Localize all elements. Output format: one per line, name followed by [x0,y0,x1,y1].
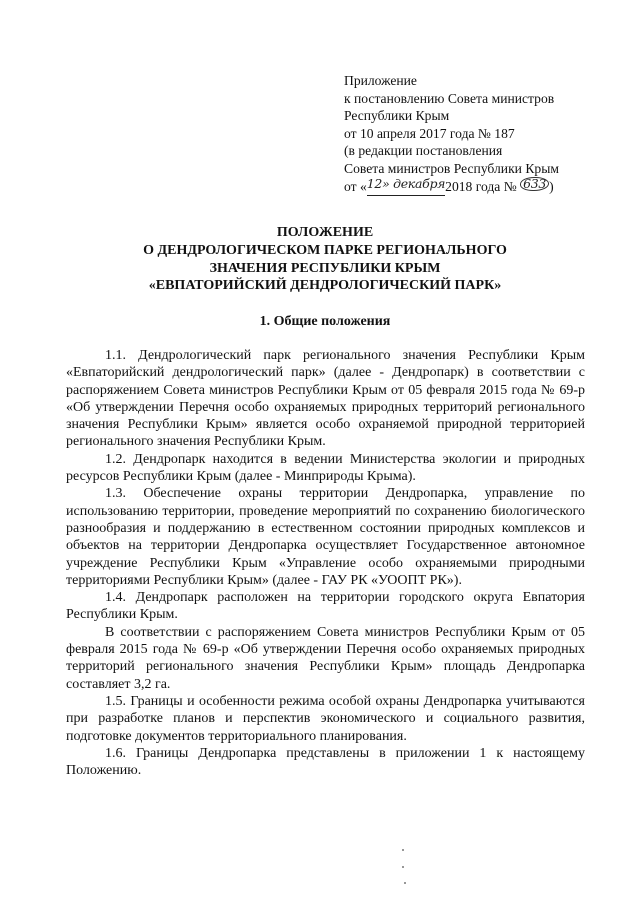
title-line: О ДЕНДРОЛОГИЧЕСКОМ ПАРКЕ РЕГИОНАЛЬНОГО [143,242,507,258]
date-prefix: от « [344,178,367,194]
scan-speck [404,882,406,884]
paragraph-1-5: 1.5. Границы и особенности режима особой охраны Дендропарка учитываются при разработке планов и перспектив экономического и социального развития, подготовке документов территориального планирования. [66,693,585,744]
document-body [66,347,585,779]
title-line: ЗНАЧЕНИЯ РЕСПУБЛИКИ КРЫМ [209,260,441,276]
appendix-line: к постановлению Совета министров [344,90,555,106]
title-line: «ЕВПАТОРИЙСКИЙ ДЕНДРОЛОГИЧЕСКИЙ ПАРК» [148,278,502,294]
appendix-date-line [344,175,614,197]
handwritten-number: 633 [520,177,549,191]
paragraph-1-1: 1.1. Дендрологический парк регионального значения Республики Крым «Евпаторийский дендрологический парк» (далее - Дендропарк) в соответствии с распоряжением Совета министров Республики Крым от 05 февраля 2015 года № 69-р «Об утверждении Перечня особо охраняемых природных территорий регионального значения Республики Крым» является особо охраняемой природной территорией регионального значения Республики Крым. [66,348,585,450]
closing-paren: ) [549,178,554,194]
appendix-line: (в редакции постановления [344,143,503,159]
section-title: 1. Общие положения [259,314,391,329]
paragraph-1-3: 1.3. Обеспечение охраны территории Дендропарка, управление по использованию территории, проведение мероприятий по сохранению биологического разнообразия и поддержанию в естественном состоянии природных комплексов и объектов на территории Дендропарка осуществляет Государственное автономное учреждение Республики Крым «Управление особо охраняемыми природными территориями Республики Крым» (далее - ГАУ РК «УООПТ РК»). [66,486,585,588]
date-blank [366,175,446,197]
paragraph-1-2: 1.2. Дендропарк находится в ведении Министерства экологии и природных ресурсов Республики Крым (далее - Минприроды Крыма). [66,451,585,485]
appendix-line: Приложение [344,73,417,88]
scan-speck [402,849,404,851]
paragraph-1-6: 1.6. Границы Дендропарка представлены в приложении 1 к настоящему Положению. [66,745,585,779]
appendix-header [344,72,614,196]
appendix-line: от 10 апреля 2017 года № 187 [344,125,515,141]
handwritten-date: 12» декабря [366,175,446,191]
appendix-line: Совета министров Республики Крым [344,160,559,176]
title-line: ПОЛОЖЕНИЕ [276,225,374,240]
document-title [60,224,590,295]
paragraph-1-4: 1.4. Дендропарк расположен на территории городского округа Евпатория Республики Крым. [66,590,585,623]
scan-speck [402,866,404,868]
appendix-line: Республики Крым [344,108,450,124]
paragraph-area: В соответствии с распоряжением Совета министров Республики Крым от 05 февраля 2015 года № 69-р «Об утверждении Перечня особо охраняемых природных территорий регионального значения Республики Крым» площадь Дендропарка составляет 3,2 га. [66,624,585,692]
date-suffix: 2018 года № [445,178,517,194]
